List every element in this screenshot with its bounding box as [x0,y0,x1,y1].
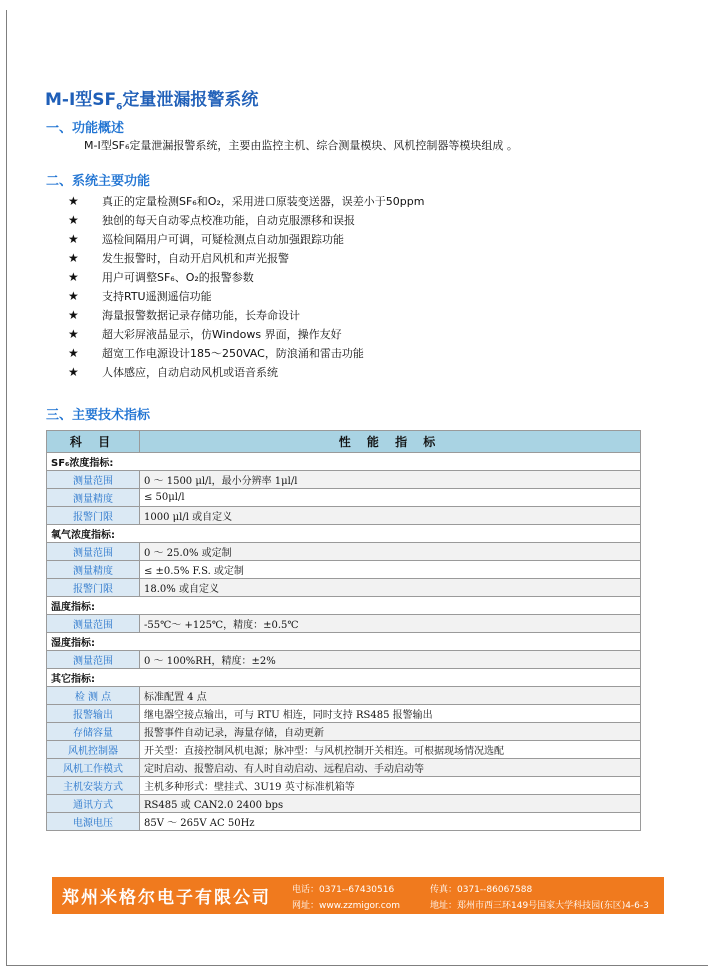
feature-item: ★ 超大彩屏液晶显示，仿Windows 界面，操作友好 [68,325,424,344]
table-row: 检 测 点 标准配置 4 点 [47,687,641,705]
feature-item: ★ 真正的定量检测SF₆和O₂，采用进口原装变送器，误差小于50ppm [68,192,424,211]
category-row: 其它指标: [47,669,641,687]
table-row: 风机工作模式 定时启动、报警启动、有人时自动启动、远程启动、手动启动等 [47,759,641,777]
feature-item: ★ 发生报警时，自动开启风机和声光报警 [68,249,424,268]
footer-address: 地址：郑州市西三环149号国家大学科技园(东区)4-6-3 [430,901,649,911]
table-row: 电源电压 85V ～ 265V AC 50Hz [47,813,641,831]
star-icon: ★ [68,327,79,341]
star-icon: ★ [68,251,79,265]
header-subject: 科 目 [47,431,140,453]
table-header [47,431,641,453]
table-row: 风机控制器 开关型：直接控制风机电源；脉冲型：与风机控制开关相连。可根据现场情况选配 [47,741,641,759]
feature-item: ★ 海量报警数据记录存储功能，长寿命设计 [68,306,424,325]
category-row: 湿度指标: [47,633,641,651]
category-row: 氧气浓度指标: [47,525,641,543]
feature-item: ★ 人体感应，自动启动风机或语音系统 [68,363,424,382]
table-row: 测量范围 0 ～ 25.0% 或定制 [47,543,641,561]
footer-phone: 电话：0371--67430516 [292,885,395,895]
table-row: 存储容量 报警事件自动记录，海量存储，自动更新 [47,723,641,741]
table-row: 报警门限 1000 μl/l 或自定义 [47,507,641,525]
table-row: 通讯方式 RS485 或 CAN2.0 2400 bps [47,795,641,813]
feature-item: ★ 独创的每天自动零点校准功能，自动克服漂移和误报 [68,211,424,230]
feature-item: ★ 巡检间隔用户可调，可疑检测点自动加强跟踪功能 [68,230,424,249]
document-title: M-I型$SF_6$定量泄漏报警系统 [45,90,259,113]
table-row: 测量范围 0 ～ 100%RH，精度：±2% [47,651,641,669]
star-icon: ★ [68,194,79,208]
footer-banner [52,877,664,914]
table-row: 测量精度 ≤ ±0.5% F.S. 或定制 [47,561,641,579]
feature-item: ★ 超宽工作电源设计185～250VAC，防浪涌和雷击功能 [68,344,424,363]
feature-list [68,192,424,382]
section2-heading: 二、系统主要功能 [46,174,151,189]
star-icon: ★ [68,232,79,246]
footer-fax: 传真：0371--86067588 [430,885,533,895]
table-row: 测量精度 ≤ 50μl/l [47,489,641,507]
table-row: 报警输出 继电器空接点输出，可与 RTU 相连，同时支持 RS485 报警输出 [47,705,641,723]
table-row: 主机安装方式 主机多种形式：壁挂式、3U19 英寸标准机箱等 [47,777,641,795]
star-icon: ★ [68,270,79,284]
feature-item: ★ 支持RTU遥测遥信功能 [68,287,424,306]
table-row: 测量范围 -55℃～ +125℃，精度：±0.5℃ [47,615,641,633]
spec-table [46,430,641,831]
feature-item: ★ 用户可调整SF₆、O₂的报警参数 [68,268,424,287]
company-name: 郑州米格尔电子有限公司 [62,888,271,908]
header-performance: 性 能 指 标 [140,431,641,453]
section3-heading: 三、主要技术指标 [46,408,151,423]
category-row: 温度指标: [47,597,641,615]
table-row: 报警门限 18.0% 或自定义 [47,579,641,597]
footer-website[interactable]: 网址：www.zzmigor.com [292,901,401,911]
star-icon: ★ [68,213,79,227]
star-icon: ★ [68,308,79,322]
category-row: SF₆浓度指标: [47,453,641,471]
section1-heading: 一、功能概述 [46,121,125,136]
star-icon: ★ [68,365,79,379]
star-icon: ★ [68,346,79,360]
section1-text: M-I型SF₆定量泄漏报警系统，主要由监控主机、综合测量模块、风机控制器等模块组成 。 [84,139,518,152]
table-row: 测量范围 0 ～ 1500 μl/l，最小分辨率 1μl/l [47,471,641,489]
star-icon: ★ [68,289,79,303]
